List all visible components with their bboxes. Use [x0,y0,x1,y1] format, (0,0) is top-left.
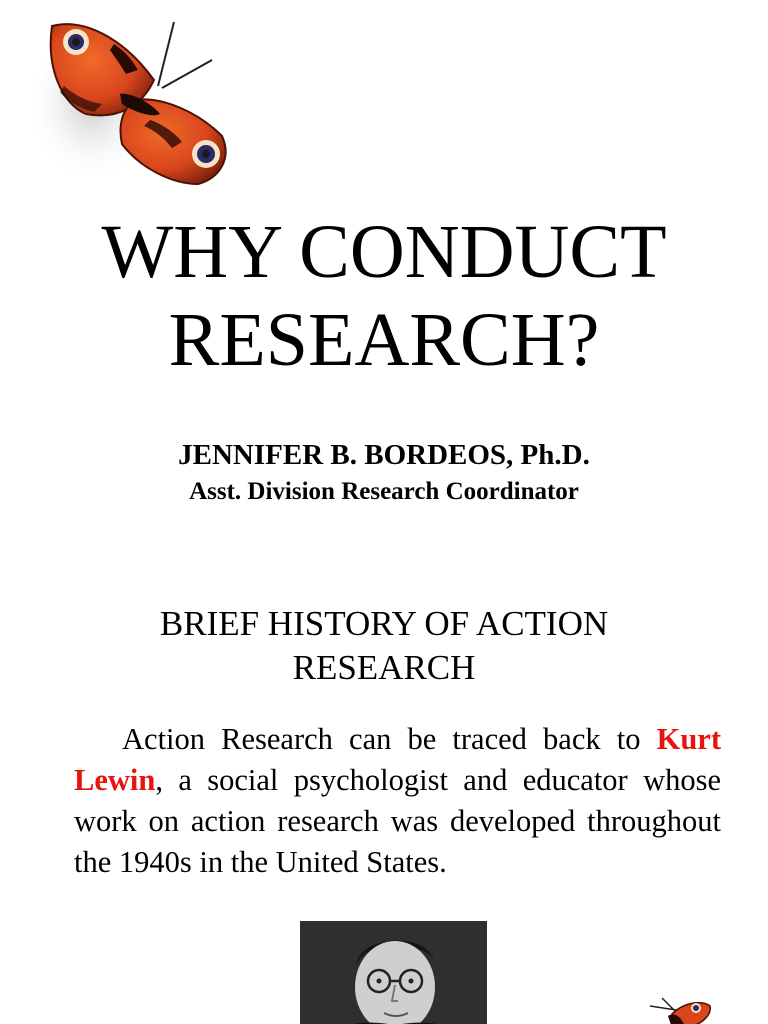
section-heading [0,602,768,690]
paragraph-rest: , a social psychologist and educator whose work on action research was developed throughout the 1940s in the United States. [74,763,721,879]
author-name: JENNIFER B. BORDEOS, Ph.D. [178,439,590,471]
page-title [0,208,768,384]
highlight-kurt-lewin: Kurt Lewin [74,722,721,797]
paragraph-intro: Action Research can be traced back to [122,722,657,756]
section-heading-line-2: RESEARCH [292,648,476,687]
history-paragraph [74,719,721,883]
author-role: Asst. Division Research Coordinator [189,478,579,505]
title-line-1: WHY CONDUCT [101,210,667,294]
title-line-2: RESEARCH? [168,298,600,382]
butterfly-icon [644,996,714,1024]
person-portrait-icon [300,921,487,1024]
section-heading-line-1: BRIEF HISTORY OF ACTION [159,604,609,643]
butterfly-icon [22,8,244,196]
portrait-photo [300,921,487,1024]
